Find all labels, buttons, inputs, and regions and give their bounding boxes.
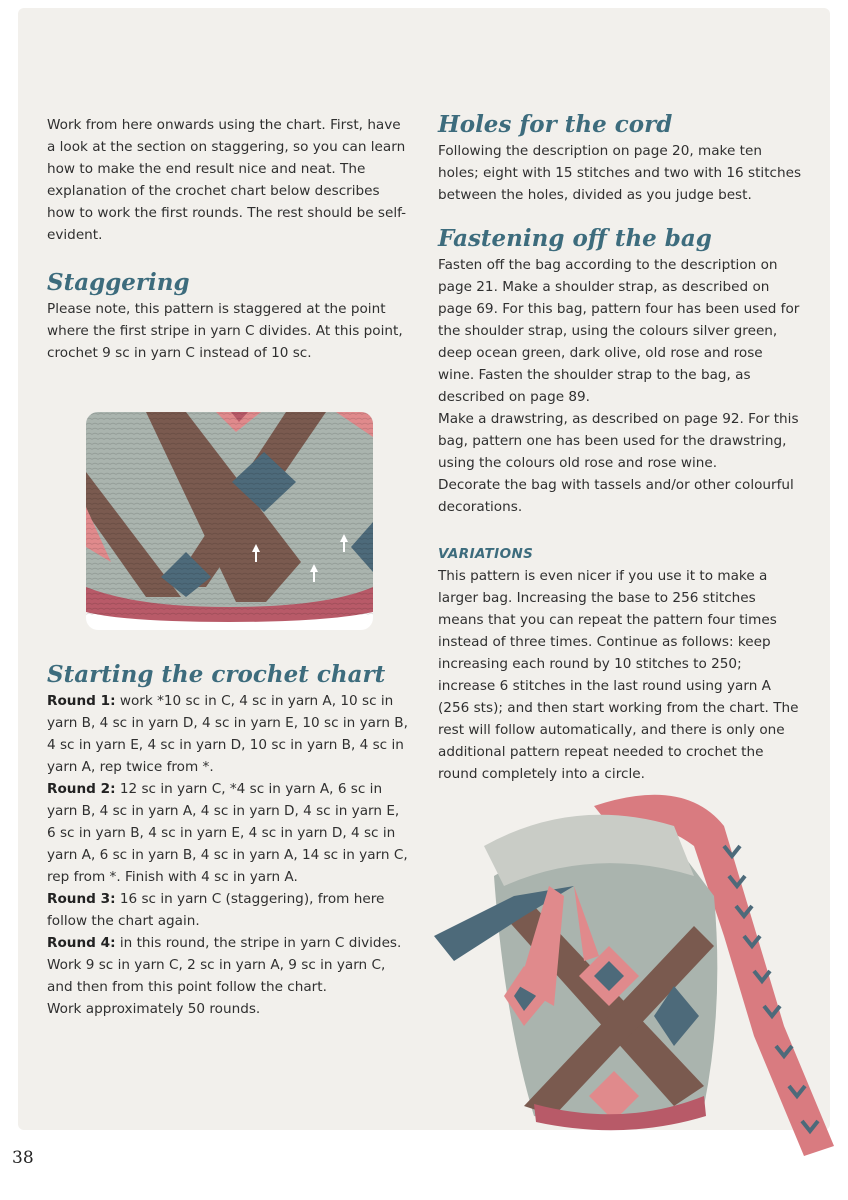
fastening-section [438, 224, 803, 518]
holes-heading: Holes for the cord [438, 111, 673, 138]
round-2-paragraph [47, 778, 409, 888]
round-4-text: in this round, the stripe in yarn C divides. Work 9 sc in yarn C, 2 sc in yarn A, 9 sc in yarn C, and then from this point follow the chart. [47, 935, 402, 995]
staggering-detail-photo [86, 412, 373, 630]
rounds-closing: Work approximately 50 rounds. [47, 1001, 261, 1017]
variations-body: This pattern is even nicer if you use it to make a larger bag. Increasing the base to 256 stitches means that you can repeat the pattern four times instead of three times. Continue as follows: keep increasing each round by 10 stitches to 250; increase 6 stitches in the last round using yarn A (256 sts); and then start working from the chart. The rest will follow automatically, and there is only one additional pattern repeat needed to crochet the round completely into a circle. [438, 568, 799, 782]
left-column [47, 114, 409, 246]
round-1-label: Round 1: [47, 693, 116, 709]
fastening-paragraph-3: Decorate the bag with tassels and/or other colourful decorations. [438, 477, 794, 515]
staggering-heading: Staggering [47, 269, 190, 296]
variations-section [438, 543, 803, 785]
variations-heading: VARIATIONS [438, 546, 534, 562]
round-3-paragraph [47, 888, 409, 932]
page-number: 38 [12, 1148, 34, 1168]
round-4-paragraph [47, 932, 409, 998]
crochet-chart-section [47, 660, 409, 1020]
holes-section [438, 110, 803, 206]
crochet-chart-heading: Starting the crochet chart [47, 661, 386, 688]
intro-paragraph: Work from here onwards using the chart. First, have a look at the section on staggering, so you can learn how to make the end result nice and neat. The explanation of the crochet chart below describes how to work the first rounds. The rest should be self-evident. [47, 117, 407, 243]
finished-bag-photo [424, 786, 848, 1166]
round-1-text: work *10 sc in C, 4 sc in yarn A, 10 sc in yarn B, 4 sc in yarn D, 4 sc in yarn E, 10 sc in yarn B, 4 sc in yarn E, 4 sc in yarn D, 10 sc in yarn B, 4 sc in yarn A, rep twice from *. [47, 693, 408, 775]
staggering-section [47, 268, 409, 364]
holes-body: Following the description on page 20, make ten holes; eight with 15 stitches and two with 16 stitches between the holes, divided as you judge best. [438, 143, 802, 203]
fastening-heading: Fastening off the bag [438, 225, 712, 252]
fastening-paragraph-2: Make a drawstring, as described on page 92. For this bag, pattern one has been used for the drawstring, using the colours old rose and rose wine. [438, 411, 799, 471]
round-2-label: Round 2: [47, 781, 116, 797]
round-3-label: Round 3: [47, 891, 116, 907]
round-4-label: Round 4: [47, 935, 116, 951]
round-1-paragraph [47, 690, 409, 778]
staggering-body: Please note, this pattern is staggered at the point where the first stripe in yarn C divides. At this point, crochet 9 sc in yarn C instead of 10 sc. [47, 301, 403, 361]
round-3-text: 16 sc in yarn C (staggering), from here follow the chart again. [47, 891, 385, 929]
fastening-paragraph-1: Fasten off the bag according to the description on page 21. Make a shoulder strap, as described on page 69. For this bag, pattern four has been used for the shoulder strap, using the colours silver green, deep ocean green, dark olive, old rose and rose wine. Fasten the shoulder strap to the bag, as described on page 89. [438, 257, 800, 405]
round-2-text: 12 sc in yarn C, *4 sc in yarn A, 6 sc in yarn B, 4 sc in yarn A, 4 sc in yarn D, 4 sc in yarn E, 6 sc in yarn B, 4 sc in yarn E, 4 sc in yarn D, 4 sc in yarn A, 6 sc in yarn B, 4 sc in yarn A, 14 sc in yarn C, rep from *. Finish with 4 sc in yarn A. [47, 781, 408, 885]
